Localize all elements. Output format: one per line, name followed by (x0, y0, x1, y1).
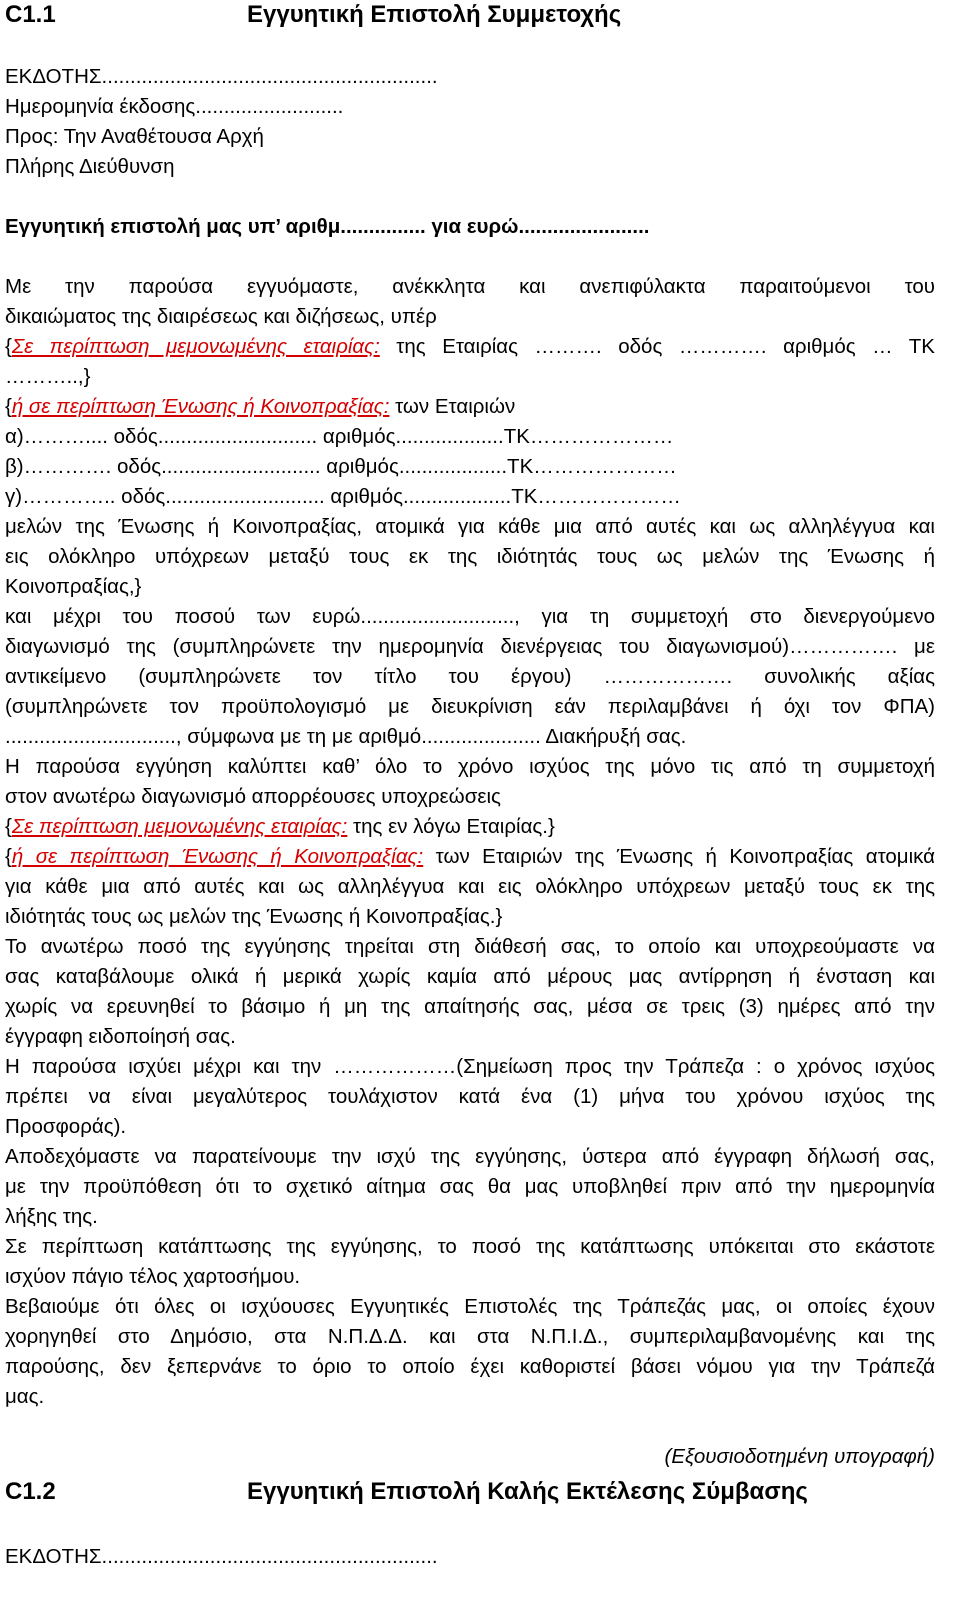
joint-venture-note: ή σε περίπτωση Ένωσης ή Κοινοπραξίας: (11, 395, 390, 418)
body-line: για κάθε μια από αυτές και ως αλληλέγγυα και εις ολόκληρο υπόχρεων μεταξύ τους εκ της (5, 875, 935, 898)
body-line: αντικείμενο (συμπληρώνετε τον τίτλο του έργου) ………………. συνολικής αξίας (5, 665, 935, 688)
body-line: Βεβαιούμε ότι όλες οι ισχύουσες Εγγυητικές Επιστολές της Τράπεζάς μας, οι οποίες έχουν (5, 1295, 935, 1318)
body-line: μελών της Ένωσης ή Κοινοπραξίας, ατομικά για κάθε μια από αυτές και ως αλληλέγγυα και (5, 515, 935, 538)
letter-reference: Εγγυητική επιστολή μας υπ’ αριθμ............... για ευρώ....................... (5, 215, 650, 238)
member-line-c: γ)………….. οδός............................ αριθμός...................ΤΚ………………… (5, 485, 681, 508)
body-line: (συμπληρώνετε τον προϋπολογισμό με διευκρίνιση εάν περιλαμβάνει ή όχι τον ΦΠΑ) (5, 695, 935, 718)
single-company-note-2: Σε περίπτωση μεμονωμένης εταιρίας: (11, 815, 348, 838)
section-2-title: Εγγυητική Επιστολή Καλής Εκτέλεσης Σύμβασης (247, 1478, 808, 1505)
body-line: Η παρούσα εγγύηση καλύπτει καθ’ όλο το χρόνο ισχύος της μόνο τις από τη συμμετοχή (5, 755, 935, 778)
body-line: σας καταβάλουμε ολικά ή μερικά χωρίς καμία από μέρους μας αντίρρηση ή ένσταση και (5, 965, 935, 988)
single-company-clause-2: {Σε περίπτωση μεμονωμένης εταιρίας: της εν λόγω Εταιρίας.} (5, 815, 555, 838)
body-line: Προσφοράς). (5, 1115, 127, 1138)
joint-venture-note-2: ή σε περίπτωση Ένωσης ή Κοινοπραξίας: (11, 845, 424, 868)
single-company-clause: {Σε περίπτωση μεμονωμένης εταιρίας: της Εταιρίας ………. οδός …………. αριθμός … ΤΚ (5, 335, 935, 358)
section-1-heading (5, 0, 935, 30)
single-company-note: Σε περίπτωση μεμονωμένης εταιρίας: (11, 335, 380, 358)
joint-venture-clause-2: {ή σε περίπτωση Ένωσης ή Κοινοπραξίας: των Εταιριών της Ένωσης ή Κοινοπραξίας ατομικά (5, 845, 935, 868)
issuer-line: ΕΚΔΟΤΗΣ........................................................... (5, 65, 438, 88)
section-1-number: C1.1 (5, 1, 56, 28)
body-line: με την προϋπόθεση ότι το σχετικό αίτημα σας θα μας υποβληθεί πριν από την ημερομηνία (5, 1175, 935, 1198)
recipient-line: Προς: Την Αναθέτουσα Αρχή (5, 125, 264, 148)
body-line: χωρίς να ερευνηθεί το βάσιμο ή μη της απαίτησής σας, μέσα σε τρεις (3) ημέρες από την (5, 995, 935, 1018)
body-line: Το ανωτέρω ποσό της εγγύησης τηρείται στη διάθεσή σας, το οποίο και υποχρεούμαστε να (5, 935, 935, 958)
body-line: δικαιώματος της διαιρέσεως και διζήσεως, υπέρ (5, 305, 437, 328)
body-line: ………..,} (5, 365, 91, 388)
member-line-a: α)……….... οδός............................ αριθμός...................ΤΚ………………… (5, 425, 674, 448)
section-2-issuer-line: ΕΚΔΟΤΗΣ........................................................... (5, 1545, 438, 1568)
address-line: Πλήρης Διεύθυνση (5, 155, 175, 178)
issue-date-line: Ημερομηνία έκδοσης.......................... (5, 95, 344, 118)
body-line: Η παρούσα ισχύει μέχρι και την ………………(Σημείωση προς την Τράπεζα : ο χρόνος ισχύος (5, 1055, 935, 1078)
body-line: λήξης της. (5, 1205, 98, 1228)
body-line: πρέπει να είναι μεγαλύτερος τουλάχιστον κατά ένα (1) μήνα του χρόνου ισχύος της (5, 1085, 935, 1108)
section-1-title: Εγγυητική Επιστολή Συμμετοχής (247, 1, 622, 28)
authorized-signature: (Εξουσιοδοτημένη υπογραφή) (664, 1445, 935, 1468)
body-line: μας. (5, 1385, 45, 1408)
body-line: Σε περίπτωση κατάπτωσης της εγγύησης, το ποσό της κατάπτωσης υπόκειται στο εκάστοτε (5, 1235, 935, 1258)
body-line: Με την παρούσα εγγυόμαστε, ανέκκλητα και ανεπιφύλακτα παραιτούμενοι του (5, 275, 935, 298)
section-2-number: C1.2 (5, 1478, 56, 1505)
body-line: ιδιότητάς τους ως μελών της Ένωσης ή Κοινοπραξίας.} (5, 905, 503, 928)
body-line: ισχύον πάγιο τέλος χαρτοσήμου. (5, 1265, 301, 1288)
body-line: και μέχρι του ποσού των ευρώ..........................., για τη συμμετοχή στο διενεργούμενο (5, 605, 935, 628)
body-line: εις ολόκληρο υπόχρεων μεταξύ τους εκ της ιδιότητάς τους ως μελών της Ένωσης ή (5, 545, 935, 568)
body-line: διαγωνισμό της (συμπληρώνετε την ημερομηνία διενέργειας του διαγωνισμού)……………. με (5, 635, 935, 658)
body-line: Κοινοπραξίας,} (5, 575, 142, 598)
section-2-heading (5, 1477, 935, 1507)
body-line: παρούσης, δεν ξεπερνάνε το όριο το οποίο έχει καθοριστεί βάσει νόμου για την Τράπεζά (5, 1355, 935, 1378)
body-line: Αποδεχόμαστε να παρατείνουμε την ισχύ της εγγύησης, ύστερα από έγγραφη δήλωσή σας, (5, 1145, 935, 1168)
member-line-b: β)…………. οδός............................ αριθμός...................ΤΚ………………… (5, 455, 677, 478)
joint-venture-clause: {ή σε περίπτωση Ένωσης ή Κοινοπραξίας: των Εταιριών (5, 395, 516, 418)
body-line: έγγραφη ειδοποίησή σας. (5, 1025, 236, 1048)
body-line: στον ανωτέρω διαγωνισμό απορρέουσες υποχρεώσεις (5, 785, 501, 808)
body-line: χορηγηθεί στο Δημόσιο, στα Ν.Π.Δ.Δ. και στα Ν.Π.Ι.Δ., συμπεριλαμβανομένης και της (5, 1325, 935, 1348)
body-line: .............................., σύμφωνα με τη με αριθμό..................... Διακήρυξή σας. (5, 725, 687, 748)
